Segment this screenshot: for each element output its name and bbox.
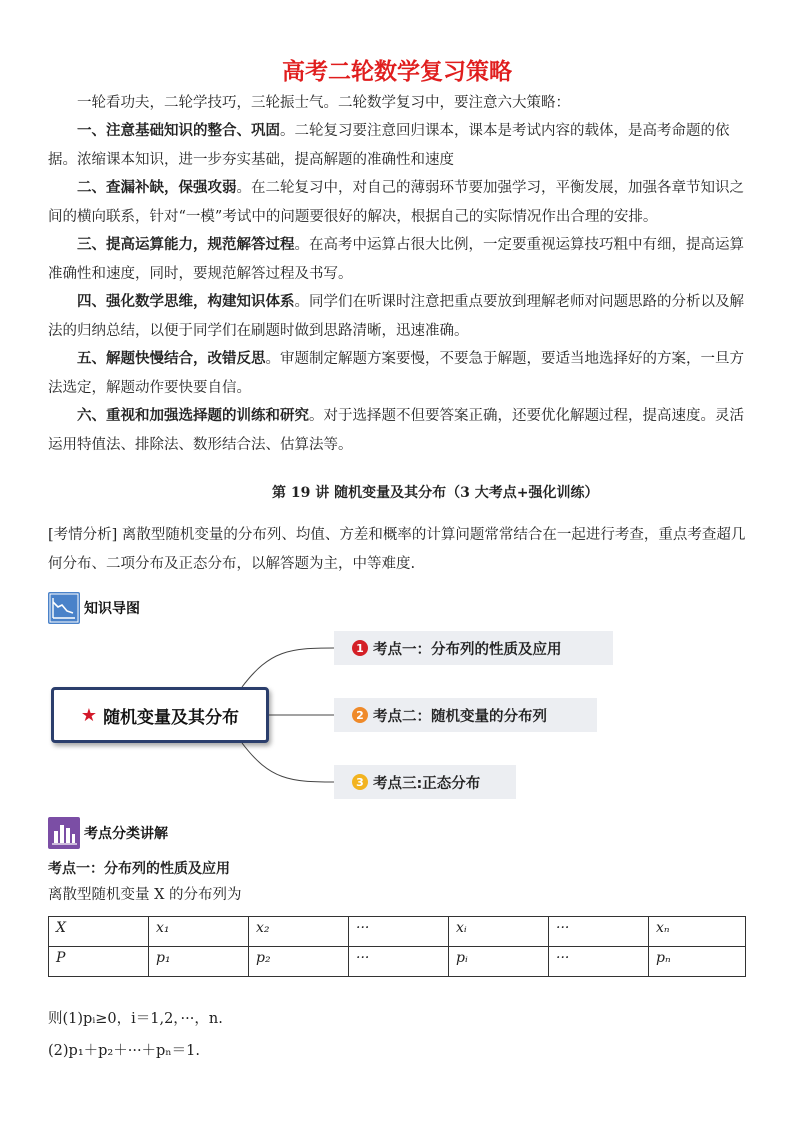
star-icon: ★: [80, 704, 98, 726]
strategy-5-head: 五、解题快慢结合，改错反思: [77, 350, 266, 367]
mind-map-root: [51, 687, 269, 743]
strategy-4-body: 。同学们在听课时注意把重点要放到理解老师对问题思路的分析以及解法的归纳总结，以便于同学们在刷题时做到思路清晰，迅速准确。: [48, 294, 744, 339]
table-cell: ···: [549, 917, 649, 947]
number-1-icon: 1: [352, 640, 368, 656]
table-cell: ···: [349, 917, 449, 947]
table-cell: x₂: [249, 917, 349, 947]
category-heading: [48, 817, 168, 849]
exam-analysis: [考情分析] 离散型随机变量的分布列、均值、方差和概率的计算问题常常结合在一起进行考查，重点考查超几何分布、二项分布及正态分布，以解答题为主，中等难度.: [48, 527, 746, 572]
strategy-5-body: 。审题制定解题方案要慢，不要急于解题，要适当地选择好的方案，一旦方法选定，解题动作要快要自信。: [48, 351, 744, 396]
mind-map-node-3: [334, 765, 516, 799]
strategy-4: [48, 288, 746, 345]
number-2-icon: 2: [352, 707, 368, 723]
strategy-3-body: 。在高考中运算占很大比例，一定要重视运算技巧粗中有细，提高运算准确性和速度，同时，要规范解答过程及书写。: [48, 237, 744, 282]
distribution-table: [48, 916, 746, 977]
strategy-2: [48, 174, 746, 231]
mind-map: [0, 620, 794, 810]
strategy-1-body: 。二轮复习要注意回归课本，课本是考试内容的载体，是高考命题的依据。浓缩课本知识，进一步夯实基础，提高解题的准确性和速度: [48, 123, 730, 168]
mind-map-node-1-label: 考点一：分布列的性质及应用: [373, 641, 562, 658]
strategy-1: [48, 117, 746, 174]
lesson-title: 第 19 讲 随机变量及其分布（3 大考点+强化训练）: [272, 485, 599, 501]
table-cell: p₁: [149, 947, 249, 977]
strategy-6-head: 六、重视和加强选择题的训练和研究: [77, 407, 309, 424]
strategy-2-head: 二、查漏补缺，保强攻弱: [77, 179, 237, 196]
point1-intro: 离散型随机变量 X 的分布列为: [48, 887, 242, 903]
strategy-6-body: 。对于选择题不但要答案正确，还要优化解题过程，提高速度。灵活运用特值法、排除法、数形结合法、估算法等。: [48, 408, 744, 453]
mind-map-node-3-label: 考点三:正态分布: [373, 775, 481, 792]
formula-1: 则(1)pᵢ≥0，i＝1,2，···，n.: [48, 1011, 223, 1027]
intro-paragraph: 一轮看功夫，二轮学技巧，三轮振士气。二轮数学复习中，要注意六大策略：: [77, 95, 570, 111]
strategy-3-head: 三、提高运算能力，规范解答过程: [77, 236, 295, 253]
table-cell: pᵢ: [449, 947, 549, 977]
strategy-4-head: 四、强化数学思维，构建知识体系: [77, 293, 295, 310]
mind-map-node-1: [334, 631, 613, 665]
strategy-2-body: 。在二轮复习中，对自己的薄弱环节要加强学习，平衡发展，加强各章节知识之间的横向联系，针对“一模”考试中的问题要很好的解决，根据自己的实际情况作出合理的安排。: [48, 180, 744, 225]
knowledge-map-label: 知识导图: [84, 601, 140, 617]
table-cell: ···: [549, 947, 649, 977]
category-label: 考点分类讲解: [84, 826, 168, 842]
table-cell: P: [49, 947, 149, 977]
page-title: 高考二轮数学复习策略: [282, 59, 512, 85]
table-cell: ···: [349, 947, 449, 977]
table-row: [49, 947, 746, 977]
table-cell: p₂: [249, 947, 349, 977]
strategy-6: [48, 402, 746, 459]
table-row: [49, 917, 746, 947]
table-cell: x₁: [149, 917, 249, 947]
number-3-icon: 3: [352, 774, 368, 790]
formula-2: (2)p₁＋p₂＋···＋pₙ＝1.: [48, 1043, 200, 1059]
table-cell: xᵢ: [449, 917, 549, 947]
table-cell: pₙ: [649, 947, 746, 977]
table-cell: X: [49, 917, 149, 947]
strategy-1-head: 一、注意基础知识的整合、巩固: [77, 122, 280, 139]
strategy-3: [48, 231, 746, 288]
mind-map-node-2-label: 考点二：随机变量的分布列: [373, 708, 547, 725]
mind-map-node-2: [334, 698, 597, 732]
point1-title: 考点一：分布列的性质及应用: [48, 861, 230, 877]
mind-map-root-label: 随机变量及其分布: [103, 707, 240, 728]
bar-chart-icon: [48, 817, 80, 849]
strategy-5: [48, 345, 746, 402]
table-cell: xₙ: [649, 917, 746, 947]
